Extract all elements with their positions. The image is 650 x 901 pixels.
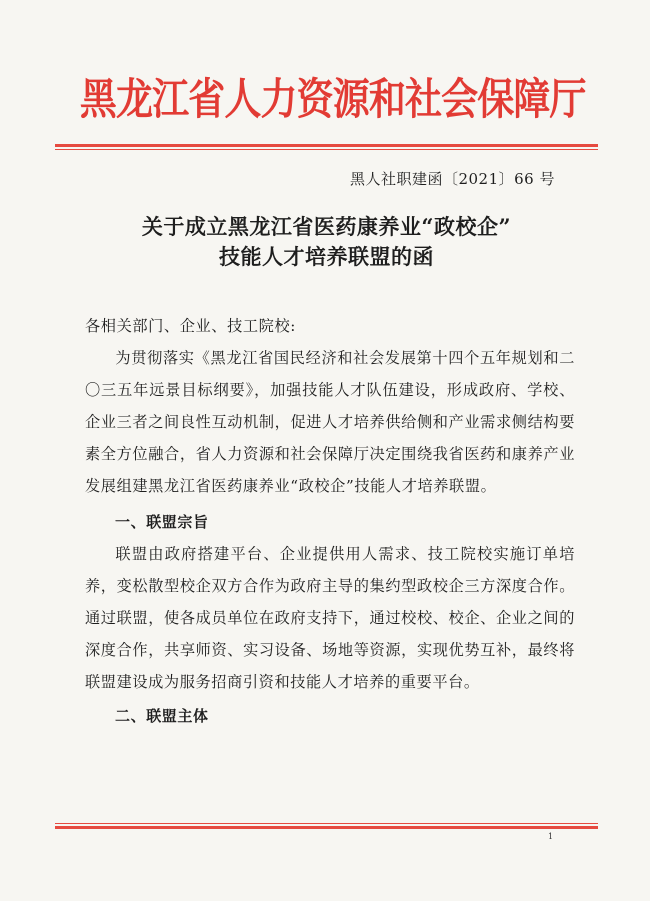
document-body bbox=[85, 310, 575, 732]
footer-rule-thin bbox=[55, 823, 598, 824]
section-heading-members: 二、联盟主体 bbox=[115, 707, 209, 725]
document-title-line2: 技能人才培养联盟的函 bbox=[219, 244, 434, 269]
salutation: 各相关部门、企业、技工院校: bbox=[85, 317, 296, 335]
footer-rule-thick bbox=[55, 826, 598, 829]
document-number: 黑人社职建函〔2021〕66 号 bbox=[349, 170, 555, 188]
section-heading-purpose: 一、联盟宗旨 bbox=[115, 513, 209, 531]
letterhead-title: 黑龙江省人力资源和社会保障厅 bbox=[79, 75, 586, 125]
section-paragraph-purpose: 联盟由政府搭建平台、企业提供用人需求、技工院校实施订单培养，变松散型校企双方合作为政府主导的集约型政校企三方深度合作。通过联盟，使各成员单位在政府支持下，通过校校、校企、企业之间的深度合作，共享师资、实习设备、场地等资源，实现优势互补，最终将联盟建设成为服务招商引资和技能人才培养的重要平台。 bbox=[85, 545, 575, 691]
intro-paragraph: 为贯彻落实《黑龙江省国民经济和社会发展第十四个五年规划和二〇三五年远景目标纲要》，加强技能人才队伍建设，形成政府、学校、企业三者之间良性互动机制，促进人才培养供给侧和产业需求侧结构要素全方位融合，省人力资源和社会保障厅决定围绕我省医药和康养产业发展组建黑龙江省医药康养业“政校企”技能人才培养联盟。 bbox=[85, 349, 575, 495]
document-title bbox=[55, 212, 598, 272]
page-number: 1 bbox=[548, 832, 554, 841]
letterhead-rule-thick bbox=[55, 144, 598, 147]
document-title-line1: 关于成立黑龙江省医药康养业“政校企” bbox=[141, 214, 512, 239]
letterhead-rule-thin bbox=[55, 149, 598, 150]
